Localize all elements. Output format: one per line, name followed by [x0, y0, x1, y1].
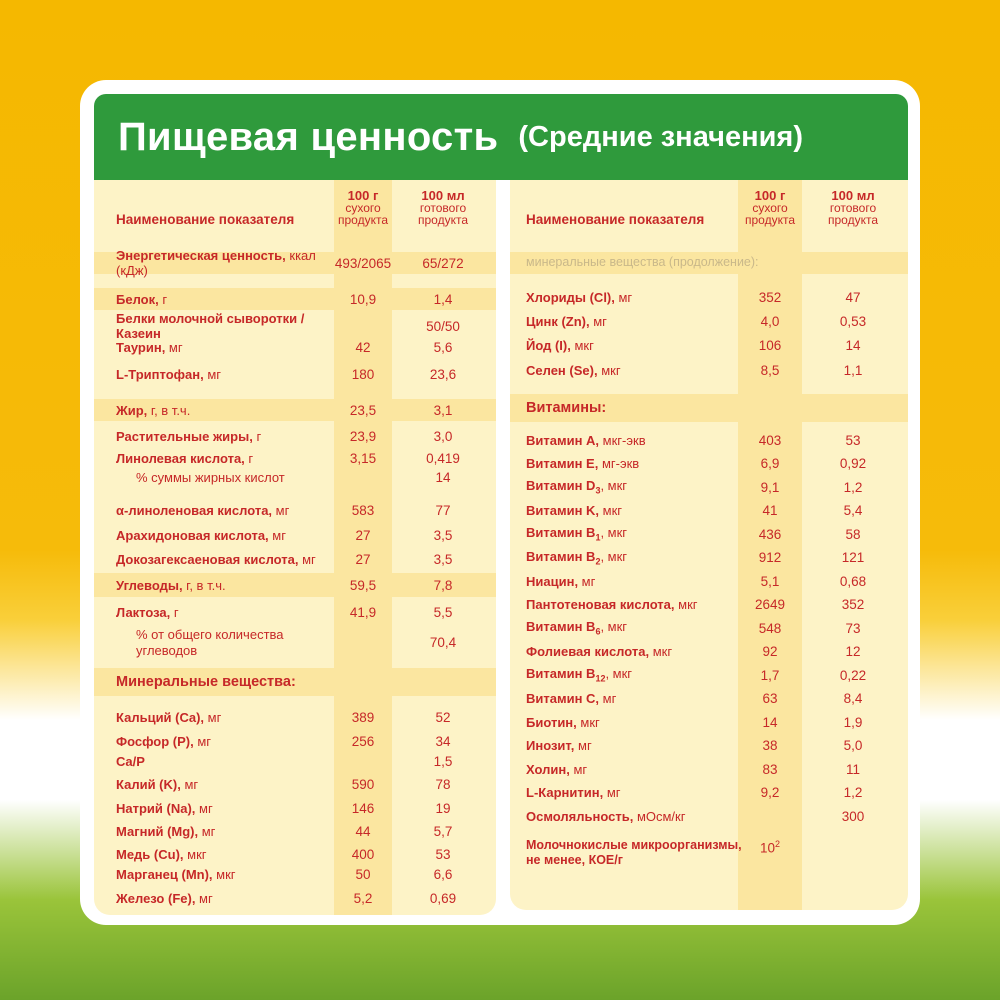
row-unit: , мкг — [605, 666, 633, 682]
value-dry: 493/2065 — [334, 255, 392, 271]
row-label — [94, 801, 332, 816]
value-dry: 436 — [758, 526, 782, 542]
row-name: Лактоза, — [116, 604, 171, 620]
section-minerals: Минеральные вещества: — [116, 674, 296, 690]
row-unit: мкг-экв — [599, 432, 646, 448]
value-ready: 5,5 — [433, 604, 453, 620]
row-label — [510, 314, 736, 329]
value-dry: 2649 — [754, 597, 786, 612]
row-name: α-линоленовая кислота, — [116, 502, 273, 518]
row-tryptophan — [94, 364, 496, 384]
row-name: Растительные жиры, — [116, 428, 253, 444]
row-unit: г — [244, 450, 254, 466]
row-label — [510, 525, 736, 543]
row-label — [94, 429, 332, 444]
row-label — [510, 762, 736, 777]
value-dry: 23,9 — [349, 428, 377, 444]
row-carbs — [94, 575, 496, 595]
value-dry: 5,1 — [760, 573, 780, 589]
row-unit: мОсм/кг — [633, 808, 686, 824]
row-name: Энергетическая ценность, — [116, 248, 286, 263]
row-subscript: 2 — [595, 556, 601, 567]
value-ready: 1,1 — [843, 362, 863, 378]
value-ready: 53 — [435, 846, 451, 862]
row-name: Арахидоновая кислота, — [116, 527, 269, 543]
column-header-name: Наименование показателя — [116, 212, 295, 227]
value-ready: 11 — [845, 761, 860, 777]
row-vitamin — [510, 548, 908, 568]
value-ready: 53 — [845, 432, 861, 448]
row-label — [94, 451, 332, 466]
row-unit: г, в т.ч. — [182, 577, 226, 593]
row-name: Осмоляльность, — [526, 808, 634, 824]
row-dha — [94, 549, 496, 569]
value-dry: 4,0 — [760, 313, 780, 329]
value-ready: 0,68 — [839, 573, 867, 589]
value-ready: 14 — [845, 337, 861, 353]
row-unit: мг — [165, 339, 183, 355]
section-minerals-continued: минеральные вещества (продолжение): — [526, 255, 759, 269]
row-name: углеводов — [136, 643, 198, 658]
row-label — [510, 433, 736, 448]
section-vitamins: Витамины: — [526, 400, 607, 416]
row-label — [94, 292, 332, 307]
row-probiotics — [510, 835, 908, 871]
row-mineral — [510, 287, 908, 307]
row-unit: мг — [574, 738, 592, 753]
row-label — [94, 847, 332, 862]
value-ready: 5,4 — [843, 503, 863, 518]
row-name: Цинк (Zn), — [526, 313, 590, 329]
row-label — [510, 363, 736, 378]
column-header-dry-line: сухого — [345, 201, 381, 215]
value-ready: 70,4 — [429, 635, 457, 650]
row-unit: ккал (кДж) — [116, 248, 316, 278]
row-unit: г — [170, 604, 179, 620]
column-header-dry — [334, 190, 392, 226]
value-dry: 9,1 — [760, 479, 780, 495]
row-label — [510, 456, 736, 471]
value-dry: 14 — [762, 714, 778, 730]
row-vitamin — [510, 665, 908, 685]
value-dry: 23,5 — [349, 402, 377, 418]
row-unit: мг — [198, 823, 216, 839]
row-unit: г, в т.ч. — [147, 402, 191, 418]
row-label — [94, 403, 332, 418]
row-unit: мкг — [597, 362, 621, 378]
value-ready: 1,2 — [843, 479, 863, 495]
column-header-name: Наименование показателя — [526, 212, 705, 227]
row-alpha-linolenic — [94, 500, 496, 520]
value-ready: 5,7 — [433, 823, 453, 839]
row-label — [510, 338, 736, 353]
value-ready: 0,22 — [839, 667, 867, 683]
value-dry: 38 — [762, 738, 778, 753]
value-dry: 27 — [355, 551, 371, 567]
row-name: Медь (Cu), — [116, 846, 184, 862]
row-name: Фолиевая кислота, — [526, 644, 650, 659]
value-ready: 5,0 — [843, 738, 863, 753]
row-label — [510, 666, 736, 684]
row-unit: мг — [589, 313, 607, 329]
row-unit: мг — [204, 709, 222, 725]
row-lactose — [94, 602, 496, 622]
value-ready: 352 — [841, 597, 865, 612]
row-unit: г — [252, 428, 262, 444]
row-label — [510, 503, 736, 518]
row-unit: мкг — [212, 866, 236, 882]
row-name: L-Карнитин, — [526, 785, 604, 800]
row-vitamin — [510, 712, 908, 732]
row-name: Докозагексаеновая кислота, — [116, 551, 299, 567]
value-ready: 58 — [845, 526, 861, 542]
row-unit: мкг — [649, 644, 673, 659]
row-vitamin — [510, 642, 908, 662]
row-vitamin — [510, 430, 908, 450]
row-name: Биотин, — [526, 714, 577, 730]
row-unit: мкг — [599, 503, 623, 518]
row-label — [94, 824, 332, 839]
row-unit: мкг — [183, 846, 207, 862]
row-mineral — [94, 888, 496, 908]
row-label — [510, 619, 736, 637]
row-label — [94, 552, 332, 567]
right-table — [510, 180, 908, 910]
row-name: Ca/P — [116, 753, 145, 769]
row-name: % суммы жирных кислот — [136, 469, 285, 485]
value-dry: 83 — [762, 761, 778, 777]
row-name: Витамин K, — [526, 503, 600, 518]
row-name: Белки молочной сыворотки / Казеин — [116, 311, 305, 341]
row-unit: , мкг — [600, 548, 628, 564]
row-label — [510, 478, 736, 496]
value-dry: 1,7 — [760, 667, 780, 683]
row-name: Железо (Fe), — [116, 890, 196, 906]
row-linoleic-pct — [94, 468, 496, 486]
row-subscript: 1 — [595, 532, 601, 543]
row-mineral — [510, 360, 908, 380]
value-ready: 65/272 — [422, 255, 464, 271]
row-unit: мг — [193, 733, 212, 749]
row-protein — [94, 289, 496, 309]
value-dry: 63 — [762, 691, 778, 706]
column-header-ready-line: 100 мл — [421, 188, 465, 203]
value-dry: 389 — [351, 709, 375, 725]
row-label — [510, 809, 736, 824]
row-mineral — [94, 731, 496, 751]
row-name: Витамин B — [526, 525, 596, 541]
row-unit: мг — [195, 800, 213, 816]
row-vitamin — [510, 595, 908, 615]
row-name: Белок, — [116, 291, 159, 307]
value-dry: 5,2 — [353, 890, 373, 906]
row-vitamin — [510, 618, 908, 638]
row-vitamin — [510, 524, 908, 544]
row-subscript: 12 — [595, 673, 606, 684]
row-name: Витамин D — [526, 478, 596, 494]
value-dry: 3,15 — [349, 450, 377, 466]
row-label — [94, 710, 332, 725]
row-mineral — [94, 707, 496, 727]
row-whey — [94, 311, 496, 341]
row-vitamin — [510, 571, 908, 591]
value-ready: 12 — [845, 644, 861, 659]
row-mineral — [94, 821, 496, 841]
row-name: Витамин A, — [526, 432, 600, 448]
row-name: L-Триптофан, — [116, 366, 204, 382]
row-vitamin — [510, 736, 908, 756]
row-label — [510, 715, 736, 730]
row-name: Жир, — [116, 402, 148, 418]
value-ready: 34 — [435, 733, 451, 749]
value-ready: 0,53 — [839, 313, 867, 329]
page-subtitle: (Средние значения) — [518, 120, 803, 153]
value-ready: 3,0 — [433, 428, 453, 444]
page-title: Пищевая ценность — [118, 114, 499, 159]
value-dry: 256 — [351, 733, 375, 749]
row-unit: мг — [599, 691, 617, 706]
value-ready: 23,6 — [429, 366, 457, 382]
value-dry: 6,9 — [760, 456, 780, 471]
row-name: Витамин C, — [526, 691, 600, 706]
row-unit: , мкг — [600, 525, 628, 541]
value-ready: 78 — [435, 776, 451, 792]
value-dry: 352 — [758, 289, 782, 305]
column-header-ready-line: 100 мл — [831, 188, 875, 203]
row-label — [510, 574, 736, 589]
row-unit: мг-экв — [598, 456, 640, 471]
row-unit: мг — [298, 551, 316, 567]
value-dry: 146 — [351, 800, 375, 816]
value-dry: 912 — [758, 550, 782, 565]
row-name: Витамин B — [526, 619, 596, 635]
value-ready: 3,5 — [433, 527, 453, 543]
row-name: Витамин B — [526, 548, 596, 564]
row-name: Витамин B — [526, 666, 596, 682]
column-header-ready-line: продукта — [827, 213, 878, 227]
value-ready: 7,8 — [433, 577, 453, 593]
value-ready: 8,4 — [843, 691, 863, 706]
row-unit: мг — [603, 785, 621, 800]
row-vitamin — [510, 477, 908, 497]
row-vitamin — [510, 783, 908, 803]
row-energy — [94, 248, 496, 278]
row-unit: мг — [195, 890, 213, 906]
row-name: Марганец (Mn), — [116, 866, 213, 882]
row-label — [510, 644, 736, 659]
row-mineral — [94, 774, 496, 794]
row-unit: , мкг — [600, 619, 628, 635]
row-mineral — [94, 751, 496, 771]
row-unit: мг — [569, 761, 588, 777]
value-dry: 9,2 — [760, 785, 780, 800]
row-name: Витамин E, — [526, 456, 599, 471]
value-ready: 0,92 — [839, 456, 867, 471]
value-ready: 19 — [435, 800, 451, 816]
value-ready: 50/50 — [426, 318, 460, 334]
value-ready: 1,9 — [843, 714, 863, 730]
column-header-dry-line: продукта — [744, 213, 795, 227]
value-ready: 3,1 — [433, 402, 453, 418]
row-label — [510, 549, 736, 567]
row-label — [510, 597, 736, 612]
value-dry: 50 — [355, 866, 371, 882]
value-dry: 8,5 — [760, 362, 780, 378]
row-label — [510, 785, 736, 800]
row-label — [510, 290, 736, 305]
value-dry: 42 — [355, 339, 371, 355]
row-veg-fat — [94, 426, 496, 446]
row-subscript: 6 — [595, 626, 601, 637]
value-dry: 27 — [355, 527, 371, 543]
row-name: % от общего количества — [136, 627, 284, 642]
value-dry: 10,9 — [349, 291, 377, 307]
row-mineral — [94, 798, 496, 818]
row-unit: г — [158, 291, 168, 307]
value-ready: 1,4 — [433, 291, 453, 307]
row-name: Углеводы, — [116, 577, 183, 593]
value-ready: 300 — [841, 808, 865, 824]
row-name: Кальций (Ca), — [116, 709, 205, 725]
row-subscript: 3 — [595, 485, 601, 496]
column-header-dry-line: 100 г — [347, 188, 379, 203]
row-mineral — [94, 864, 496, 884]
row-label — [94, 503, 332, 518]
value-dry: 548 — [758, 620, 782, 636]
column-header-dry-line: 100 г — [754, 188, 786, 203]
value-dry: 106 — [758, 337, 782, 353]
column-header-ready-line: готового — [419, 201, 467, 215]
row-name: Инозит, — [526, 738, 575, 753]
row-linoleic — [94, 448, 496, 468]
row-name: Таурин, — [116, 339, 166, 355]
row-label — [94, 470, 332, 485]
row-unit: мкг — [674, 597, 698, 612]
row-name: Хлориды (Cl), — [526, 289, 615, 305]
value-ready: 1,5 — [433, 753, 453, 769]
row-unit: мг — [268, 527, 286, 543]
value-ready: 0,69 — [429, 890, 457, 906]
value-dry: 92 — [762, 644, 778, 659]
row-label — [94, 891, 332, 906]
value-dry: 41,9 — [349, 604, 377, 620]
row-unit: мкг — [570, 337, 594, 353]
row-name: Линолевая кислота, — [116, 450, 245, 466]
column-header-ready — [394, 190, 492, 226]
row-unit: мг — [578, 573, 596, 589]
value-ready: 47 — [845, 289, 861, 305]
row-vitamin — [510, 806, 908, 826]
title-bar — [94, 94, 908, 180]
row-label — [94, 777, 332, 792]
value-ready: 1,2 — [843, 785, 863, 800]
row-name: не менее, КОЕ/г — [526, 853, 623, 867]
row-name: Калий (K), — [116, 776, 181, 792]
row-name: Магний (Mg), — [116, 823, 199, 839]
value-dry: 400 — [351, 846, 375, 862]
row-fat — [94, 400, 496, 420]
row-unit: мг — [180, 776, 199, 792]
value-superscript: 2 — [775, 839, 781, 849]
row-label — [94, 867, 332, 882]
row-label — [94, 248, 332, 278]
column-header-ready-line: готового — [829, 201, 877, 215]
row-unit: мг — [203, 366, 222, 382]
row-vitamin — [510, 759, 908, 779]
row-name: Пантотеновая кислота, — [526, 597, 675, 612]
row-name: Фосфор (P), — [116, 733, 194, 749]
row-label — [526, 838, 742, 868]
value-dry: 403 — [758, 432, 782, 448]
column-header-ready — [810, 190, 896, 226]
value-ready: 14 — [435, 469, 451, 485]
column-header-dry — [738, 190, 802, 226]
row-name: Йод (I), — [526, 337, 571, 353]
row-mineral — [510, 311, 908, 331]
row-label — [94, 754, 332, 769]
row-unit: мг — [272, 502, 290, 518]
row-arachidonic — [94, 525, 496, 545]
row-name: Холин, — [526, 761, 570, 777]
value-dry: 590 — [351, 776, 375, 792]
row-name: Натрий (Na), — [116, 800, 196, 816]
row-name: Молочнокислые микроорганизмы, — [526, 838, 742, 852]
row-label — [510, 691, 736, 706]
row-name: Селен (Se), — [526, 362, 598, 378]
value-dry: 44 — [355, 823, 371, 839]
value-ready: 5,6 — [433, 339, 453, 355]
row-label — [94, 578, 332, 593]
row-mineral — [510, 335, 908, 355]
row-vitamin — [510, 454, 908, 474]
column-header-dry-line: сухого — [752, 201, 788, 215]
value-dry: 180 — [351, 366, 375, 382]
row-label — [94, 734, 332, 749]
row-vitamin — [510, 501, 908, 521]
value-dry: $10^2$ — [759, 839, 781, 856]
value-ready: 0,419 — [426, 450, 460, 466]
value-ready: 77 — [435, 502, 451, 518]
row-lactose-pct — [94, 625, 496, 661]
value-dry: 583 — [351, 502, 375, 518]
value-dry: 59,5 — [349, 577, 377, 593]
row-vitamin — [510, 689, 908, 709]
value-ready: 52 — [435, 709, 451, 725]
value-ready: 73 — [845, 620, 861, 636]
row-mineral — [94, 844, 496, 864]
value-ready: 6,6 — [433, 866, 453, 882]
row-label — [94, 605, 332, 620]
value-ready: 3,5 — [433, 551, 453, 567]
row-label — [94, 367, 332, 382]
row-label — [94, 528, 332, 543]
row-label — [510, 738, 736, 753]
row-unit: мг — [614, 289, 633, 305]
row-unit: , мкг — [600, 478, 628, 494]
row-unit: мкг — [576, 714, 600, 730]
left-table — [94, 180, 496, 915]
value-ready: 121 — [841, 550, 865, 565]
value-dry: 41 — [762, 503, 778, 518]
column-header-dry-line: продукта — [337, 213, 388, 227]
row-taurine — [94, 337, 496, 357]
column-header-ready-line: продукта — [417, 213, 468, 227]
row-label — [94, 340, 332, 355]
row-label — [136, 627, 284, 659]
row-name: Ниацин, — [526, 573, 579, 589]
